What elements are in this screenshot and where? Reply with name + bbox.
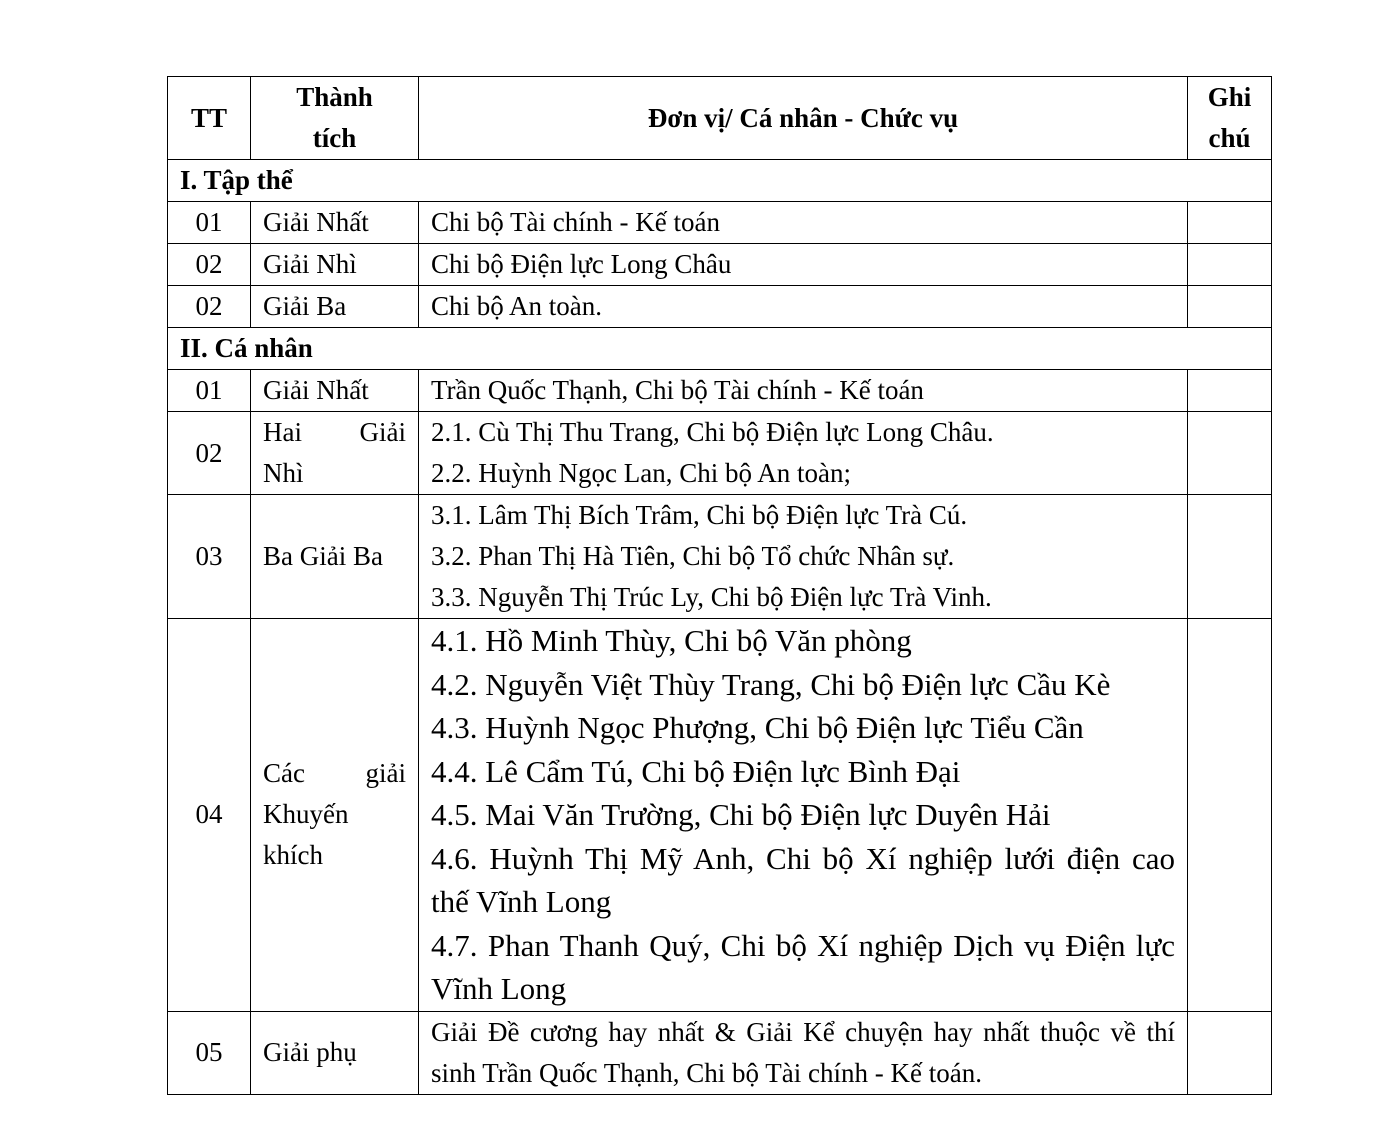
header-row xyxy=(168,77,1272,160)
unit-line: 4.4. Lê Cẩm Tú, Chi bộ Điện lực Bình Đại xyxy=(431,753,961,789)
row-number: 03 xyxy=(168,495,251,619)
header-unit: Đơn vị/ Cá nhân - Chức vụ xyxy=(419,77,1188,160)
row-number: 02 xyxy=(168,286,251,328)
row-note xyxy=(1188,495,1272,619)
awards-table xyxy=(167,76,1272,1095)
table-row xyxy=(168,495,1272,619)
unit-line: 2.2. Huỳnh Ngọc Lan, Chi bộ An toàn; xyxy=(431,458,851,488)
row-achievement: Giải Nhì xyxy=(251,244,419,286)
header-achievement xyxy=(251,77,419,160)
achievement-line: khích xyxy=(263,840,323,871)
row-number: 02 xyxy=(168,412,251,495)
unit-line: 4.6. Huỳnh Thị Mỹ Anh, Chi bộ Xí nghiệp lưới điện cao thế Vĩnh Long xyxy=(431,840,1175,919)
row-number: 02 xyxy=(168,244,251,286)
table-row xyxy=(168,1011,1272,1094)
unit-line: 4.7. Phan Thanh Quý, Chi bộ Xí nghiệp Dịch vụ Điện lực Vĩnh Long xyxy=(431,927,1175,1006)
row-unit xyxy=(419,1011,1188,1094)
table-row xyxy=(168,619,1272,1012)
header-tt: TT xyxy=(168,77,251,160)
unit-line: 2.1. Cù Thị Thu Trang, Chi bộ Điện lực Long Châu. xyxy=(431,417,994,447)
table-row xyxy=(168,286,1272,328)
row-note xyxy=(1188,370,1272,412)
row-achievement: Giải Ba xyxy=(251,286,419,328)
header-achievement-line2: tích xyxy=(312,123,357,153)
section-row-individual xyxy=(168,328,1272,370)
table-row xyxy=(168,202,1272,244)
row-achievement: Ba Giải Ba xyxy=(251,495,419,619)
row-note xyxy=(1188,1011,1272,1094)
row-note xyxy=(1188,244,1272,286)
row-unit xyxy=(419,619,1188,1012)
unit-line: 4.5. Mai Văn Trường, Chi bộ Điện lực Duyên Hải xyxy=(431,797,1051,832)
unit-line: 4.3. Huỳnh Ngọc Phượng, Chi bộ Điện lực Tiểu Cần xyxy=(431,710,1084,745)
row-unit xyxy=(419,370,1188,412)
row-note xyxy=(1188,286,1272,328)
header-achievement-line1: Thành xyxy=(296,82,373,112)
unit-line: 3.3. Nguyễn Thị Trúc Ly, Chi bộ Điện lực Trà Vinh. xyxy=(431,582,992,612)
unit-line: 4.2. Nguyễn Việt Thùy Trang, Chi bộ Điện lực Cầu Kè xyxy=(431,666,1111,702)
section-row-collective xyxy=(168,160,1272,202)
row-number: 01 xyxy=(168,370,251,412)
row-achievement: Giải Nhất xyxy=(251,202,419,244)
achievement-line: Nhì xyxy=(263,458,304,488)
row-achievement: Giải Nhất xyxy=(251,370,419,412)
row-unit: Chi bộ Tài chính - Kế toán xyxy=(419,202,1188,244)
row-achievement xyxy=(251,412,419,495)
unit-line: 4.1. Hồ Minh Thùy, Chi bộ Văn phòng xyxy=(431,623,912,658)
header-note xyxy=(1188,77,1272,160)
unit-line: Giải Đề cương hay nhất & Giải Kể chuyện hay nhất thuộc về thí sinh Trần Quốc Thạnh, Chi bộ Tài chính - Kế toán. xyxy=(431,1016,1175,1088)
row-unit xyxy=(419,412,1188,495)
unit-line: Trần Quốc Thạnh, Chi bộ Tài chính - Kế toán xyxy=(431,375,924,405)
achievement-line: Khuyến xyxy=(263,799,349,830)
row-unit xyxy=(419,495,1188,619)
row-achievement xyxy=(251,619,419,1012)
table-row xyxy=(168,370,1272,412)
table-row xyxy=(168,244,1272,286)
row-number: 05 xyxy=(168,1011,251,1094)
row-achievement: Giải phụ xyxy=(251,1011,419,1094)
table-row xyxy=(168,412,1272,495)
row-unit: Chi bộ An toàn. xyxy=(419,286,1188,328)
achievement-line: Hai Giải xyxy=(263,417,406,447)
header-note-line1: Ghi xyxy=(1207,82,1252,112)
row-number: 04 xyxy=(168,619,251,1012)
row-note xyxy=(1188,202,1272,244)
section-title-individual: II. Cá nhân xyxy=(168,328,1272,370)
achievement-line: Các giải xyxy=(263,758,406,789)
header-note-line2: chú xyxy=(1208,123,1251,153)
row-note xyxy=(1188,619,1272,1012)
row-note xyxy=(1188,412,1272,495)
row-unit: Chi bộ Điện lực Long Châu xyxy=(419,244,1188,286)
section-title-collective: I. Tập thể xyxy=(168,160,1272,202)
unit-line: 3.1. Lâm Thị Bích Trâm, Chi bộ Điện lực Trà Cú. xyxy=(431,500,968,530)
row-number: 01 xyxy=(168,202,251,244)
unit-line: 3.2. Phan Thị Hà Tiên, Chi bộ Tổ chức Nhân sự. xyxy=(431,541,955,571)
